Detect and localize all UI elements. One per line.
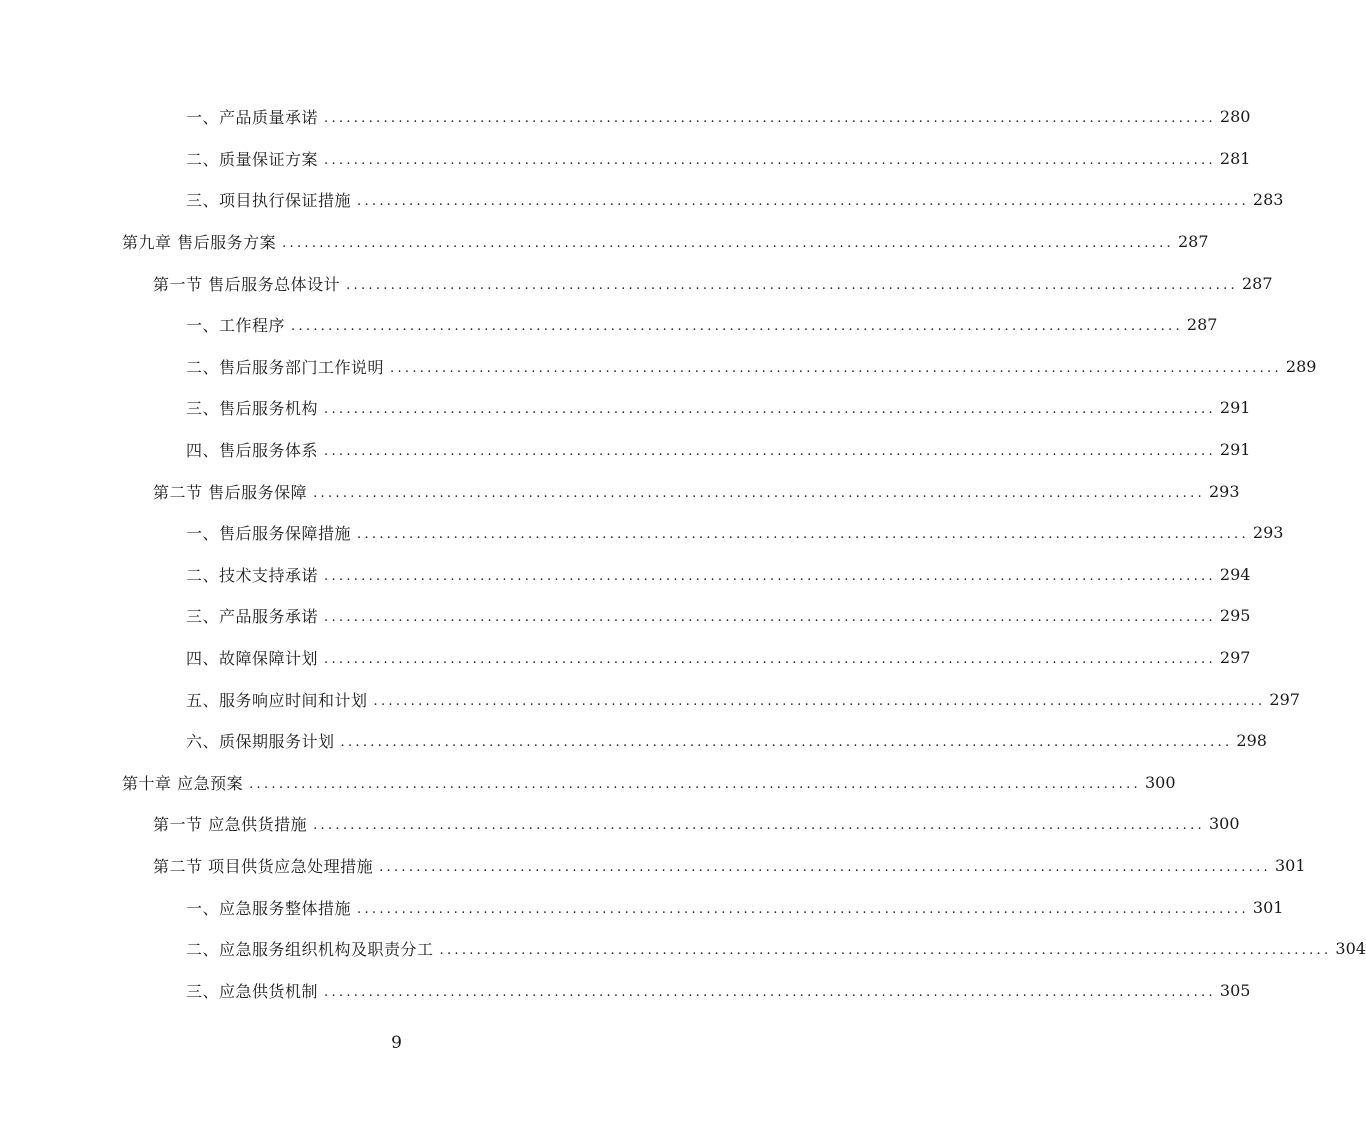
toc-entry-line [186, 937, 1366, 960]
toc-entry-page: 294 [1219, 564, 1251, 584]
toc-entry-title: 一、工作程序 [186, 316, 286, 336]
toc-entry-title: 四、售后服务体系 [186, 441, 319, 461]
toc-entry-line [186, 729, 1267, 752]
toc-entry[interactable] [0, 429, 1251, 471]
toc-entry-line [186, 355, 1317, 378]
toc-entry-page: 291 [1219, 398, 1251, 418]
toc-entry-line [186, 438, 1251, 461]
toc-entry[interactable] [0, 96, 1251, 138]
table-of-contents [0, 96, 1366, 1011]
toc-entry[interactable] [0, 928, 1366, 970]
toc-entry-page: 300 [1144, 772, 1176, 792]
toc-entry[interactable] [0, 138, 1251, 180]
toc-entry-page: 304 [1335, 939, 1366, 959]
toc-dot-leader: ........................................................................................................................ [324, 652, 1216, 668]
toc-entry-title: 二、应急服务组织机构及职责分工 [186, 940, 434, 960]
toc-entry-title: 二、技术支持承诺 [186, 565, 319, 585]
toc-dot-leader: ........................................................................................................................ [324, 610, 1216, 626]
toc-entry[interactable] [0, 304, 1218, 346]
toc-entry[interactable] [0, 720, 1267, 762]
toc-dot-leader: ........................................................................................................................ [313, 818, 1205, 834]
toc-dot-leader: ........................................................................................................................ [324, 402, 1216, 418]
toc-dot-leader: ........................................................................................................................ [313, 485, 1205, 501]
toc-entry-page: 287 [1186, 315, 1218, 335]
toc-entry-title: 一、产品质量承诺 [186, 108, 319, 128]
toc-dot-leader: ........................................................................................................................ [249, 776, 1141, 792]
toc-entry-line [186, 396, 1251, 419]
page-number: 9 [391, 1033, 402, 1053]
toc-entry-title: 五、服务响应时间和计划 [186, 690, 368, 710]
toc-entry-page: 291 [1219, 440, 1251, 460]
toc-entry-page: 300 [1208, 814, 1240, 834]
toc-dot-leader: ........................................................................................................................ [390, 360, 1282, 376]
toc-entry-line [186, 979, 1251, 1002]
toc-entry-title: 三、产品服务承诺 [186, 607, 319, 627]
toc-entry-page: 287 [1177, 232, 1209, 252]
toc-entry-page: 301 [1252, 897, 1284, 917]
toc-entry[interactable] [0, 179, 1284, 221]
toc-entry[interactable] [0, 678, 1300, 720]
toc-dot-leader: ........................................................................................................................ [291, 319, 1183, 335]
toc-entry-line [153, 854, 1306, 877]
toc-entry-page: 287 [1241, 273, 1273, 293]
toc-entry-line [122, 771, 1176, 794]
toc-entry[interactable] [0, 969, 1251, 1011]
toc-dot-leader: ........................................................................................................................ [324, 111, 1216, 127]
toc-entry-page: 298 [1236, 731, 1267, 751]
toc-entry-line [186, 147, 1251, 170]
toc-dot-leader: ........................................................................................................................ [340, 735, 1233, 751]
toc-entry[interactable] [0, 346, 1317, 388]
toc-entry[interactable] [0, 554, 1251, 596]
toc-entry-page: 281 [1219, 148, 1251, 168]
toc-entry-line [186, 563, 1251, 586]
toc-entry-page: 283 [1252, 190, 1284, 210]
toc-entry-title: 第二节 项目供货应急处理措施 [153, 856, 374, 876]
toc-entry-page: 301 [1274, 855, 1306, 875]
toc-entry-line [186, 188, 1284, 211]
toc-entry-line [186, 646, 1251, 669]
toc-dot-leader: ........................................................................................................................ [379, 859, 1271, 875]
toc-entry[interactable] [0, 221, 1209, 263]
toc-entry-title: 第二节 售后服务保障 [153, 482, 308, 502]
toc-entry-title: 一、售后服务保障措施 [186, 524, 352, 544]
toc-entry-page: 293 [1208, 481, 1240, 501]
toc-dot-leader: ........................................................................................................................ [357, 901, 1249, 917]
toc-entry-page: 293 [1252, 523, 1284, 543]
toc-entry-title: 第十章 应急预案 [122, 773, 244, 793]
toc-dot-leader: ........................................................................................................................ [439, 943, 1332, 959]
toc-entry-page: 289 [1285, 356, 1317, 376]
toc-entry-line [186, 604, 1251, 627]
toc-entry-title: 第一节 售后服务总体设计 [153, 274, 341, 294]
toc-dot-leader: ........................................................................................................................ [357, 527, 1249, 543]
toc-entry-title: 六、质保期服务计划 [186, 732, 335, 752]
toc-entry[interactable] [0, 512, 1284, 554]
toc-entry-page: 280 [1219, 107, 1251, 127]
toc-dot-leader: ........................................................................................................................ [357, 194, 1249, 210]
toc-entry-title: 三、应急供货机制 [186, 981, 319, 1001]
toc-entry-page: 305 [1219, 980, 1251, 1000]
toc-entry-title: 四、故障保障计划 [186, 649, 319, 669]
toc-entry-page: 295 [1219, 606, 1251, 626]
toc-entry-page: 297 [1219, 648, 1251, 668]
toc-entry-line [186, 313, 1218, 336]
toc-dot-leader: ........................................................................................................................ [282, 236, 1174, 252]
toc-dot-leader: ........................................................................................................................ [346, 277, 1238, 293]
toc-entry[interactable] [0, 262, 1273, 304]
toc-entry[interactable] [0, 803, 1240, 845]
toc-entry[interactable] [0, 886, 1284, 928]
toc-entry-title: 第一节 应急供货措施 [153, 815, 308, 835]
toc-entry[interactable] [0, 762, 1176, 804]
toc-dot-leader: ........................................................................................................................ [324, 444, 1216, 460]
toc-entry-title: 三、售后服务机构 [186, 399, 319, 419]
toc-entry[interactable] [0, 470, 1240, 512]
toc-entry[interactable] [0, 637, 1251, 679]
toc-entry-line [153, 272, 1273, 295]
toc-entry-line [122, 230, 1209, 253]
toc-entry-line [153, 480, 1240, 503]
toc-entry-line [186, 105, 1251, 128]
toc-entry-title: 三、项目执行保证措施 [186, 191, 352, 211]
toc-entry-line [186, 521, 1284, 544]
toc-entry-title: 一、应急服务整体措施 [186, 898, 352, 918]
toc-entry-line [153, 812, 1240, 835]
toc-dot-leader: ........................................................................................................................ [373, 693, 1266, 709]
toc-entry-title: 第九章 售后服务方案 [122, 233, 277, 253]
toc-entry[interactable] [0, 845, 1306, 887]
toc-entry[interactable] [0, 387, 1251, 429]
toc-entry-title: 二、质量保证方案 [186, 149, 319, 169]
toc-entry-line [186, 688, 1300, 711]
toc-entry-title: 二、售后服务部门工作说明 [186, 357, 385, 377]
toc-dot-leader: ........................................................................................................................ [324, 152, 1216, 168]
toc-dot-leader: ........................................................................................................................ [324, 568, 1216, 584]
toc-entry-line [186, 896, 1284, 919]
toc-entry[interactable] [0, 595, 1251, 637]
toc-dot-leader: ........................................................................................................................ [324, 984, 1216, 1000]
toc-entry-page: 297 [1269, 689, 1300, 709]
